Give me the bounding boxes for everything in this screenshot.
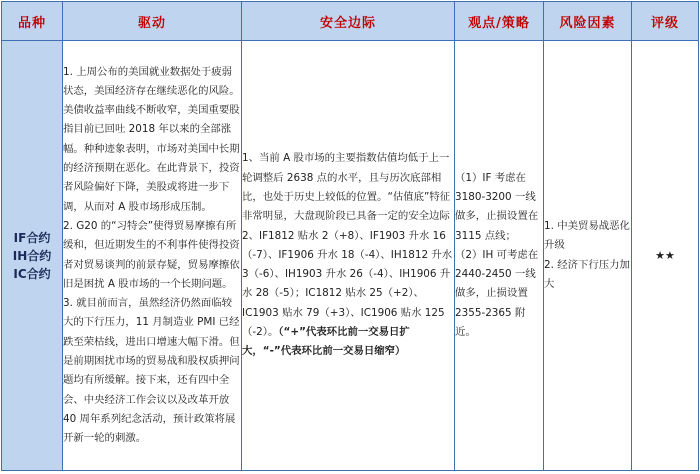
drive-point-2: 2. G20 的“习特会”使得贸易摩擦有所缓和，但近期发生的不利事件使得投资者对贸易谈判的前景存疑，贸易摩擦依旧是困扰 A 股市场的一个长期问题。 [63, 219, 240, 290]
product-cell [2, 41, 63, 471]
header-rating: 评级 [632, 2, 699, 41]
drive-cell [63, 41, 242, 471]
product-if: IF合约 [13, 230, 51, 245]
drive-point-1: 1. 上周公布的美国就业数据处于疲弱状态，美国经济存在继续恶化的风险。美债收益率曲线不断收窄，美国重要股指目前已回吐 2018 年以来的全部涨幅。种种迹象表明，市场对美国中长期的经济预期在恶化。在此背景下，投资者风险偏好下降，美股或将进一步下调，从而对 A 股市场形成压制。 [63, 65, 240, 213]
view-point-2: （2）IH 可考虑在 2440-2450 一线做多，止损设置 2355-2365 附近。 [455, 248, 539, 339]
drive-point-3: 3. 就目前而言，虽然经济仍然面临较大的下行压力，11 月制造业 PMI 已经跌至荣枯线，进出口增速大幅下滑。但是前期困扰市场的贸易战和股权质押问题均有所缓解。接下来，还有四中全会、中央经济工作会议以及改革开放 40 周年系列纪念活动，预计政策将展开新一轮的刺激。 [63, 297, 240, 445]
risk-factors-cell [544, 41, 632, 471]
table-header-row [2, 2, 699, 41]
strategy-table [1, 1, 699, 471]
header-product: 品种 [2, 2, 63, 41]
header-risk-factors: 风险因素 [544, 2, 632, 41]
safety-point-2 [242, 227, 454, 362]
safety-basis-list: 2、IF1812 贴水 2（+8）、IF1903 升水 16（-7）、IF1906 升水 18（-4）、IH1812 升水 3（-6）、IH1903 升水 26（-4）、IH1906 升水 28（-5）；IC1812 贴水 25（+2）、IC1903 贴水 79（+3）、IC1906 贴水 125（-2）。 [242, 229, 453, 339]
safety-margin-cell [242, 41, 455, 471]
view-point-1: （1）IF 考虑在 3180-3200 一线做多，止损设置在 3115 点线； [455, 171, 539, 242]
risk-point-2: 2. 经济下行压力加大 [544, 258, 630, 290]
rating-cell [632, 41, 699, 471]
safety-point-1: 1、当前 A 股市场的主要指数估值均低于上一轮调整后 2638 点的水平，且与历次底部相比，也处于历史上较低的位置。“估值底”特征非常明显，大盘现阶段已具备一定的安全边际 [242, 152, 451, 223]
view-strategy-cell [455, 41, 544, 471]
header-safety-margin: 安全边际 [242, 2, 455, 41]
product-ic: IC合约 [13, 266, 51, 281]
product-ih: IH合约 [12, 248, 52, 263]
header-view-strategy: 观点/策略 [455, 2, 544, 41]
risk-point-1: 1. 中美贸易战恶化升级 [544, 219, 630, 252]
table-row [2, 41, 699, 471]
header-drive: 驱动 [63, 2, 242, 41]
safety-basis-note: （“+”代表环比前一交易日扩大，“-”代表环比前一交易日缩窄） [242, 326, 410, 358]
rating-stars: ★★ [655, 249, 675, 262]
